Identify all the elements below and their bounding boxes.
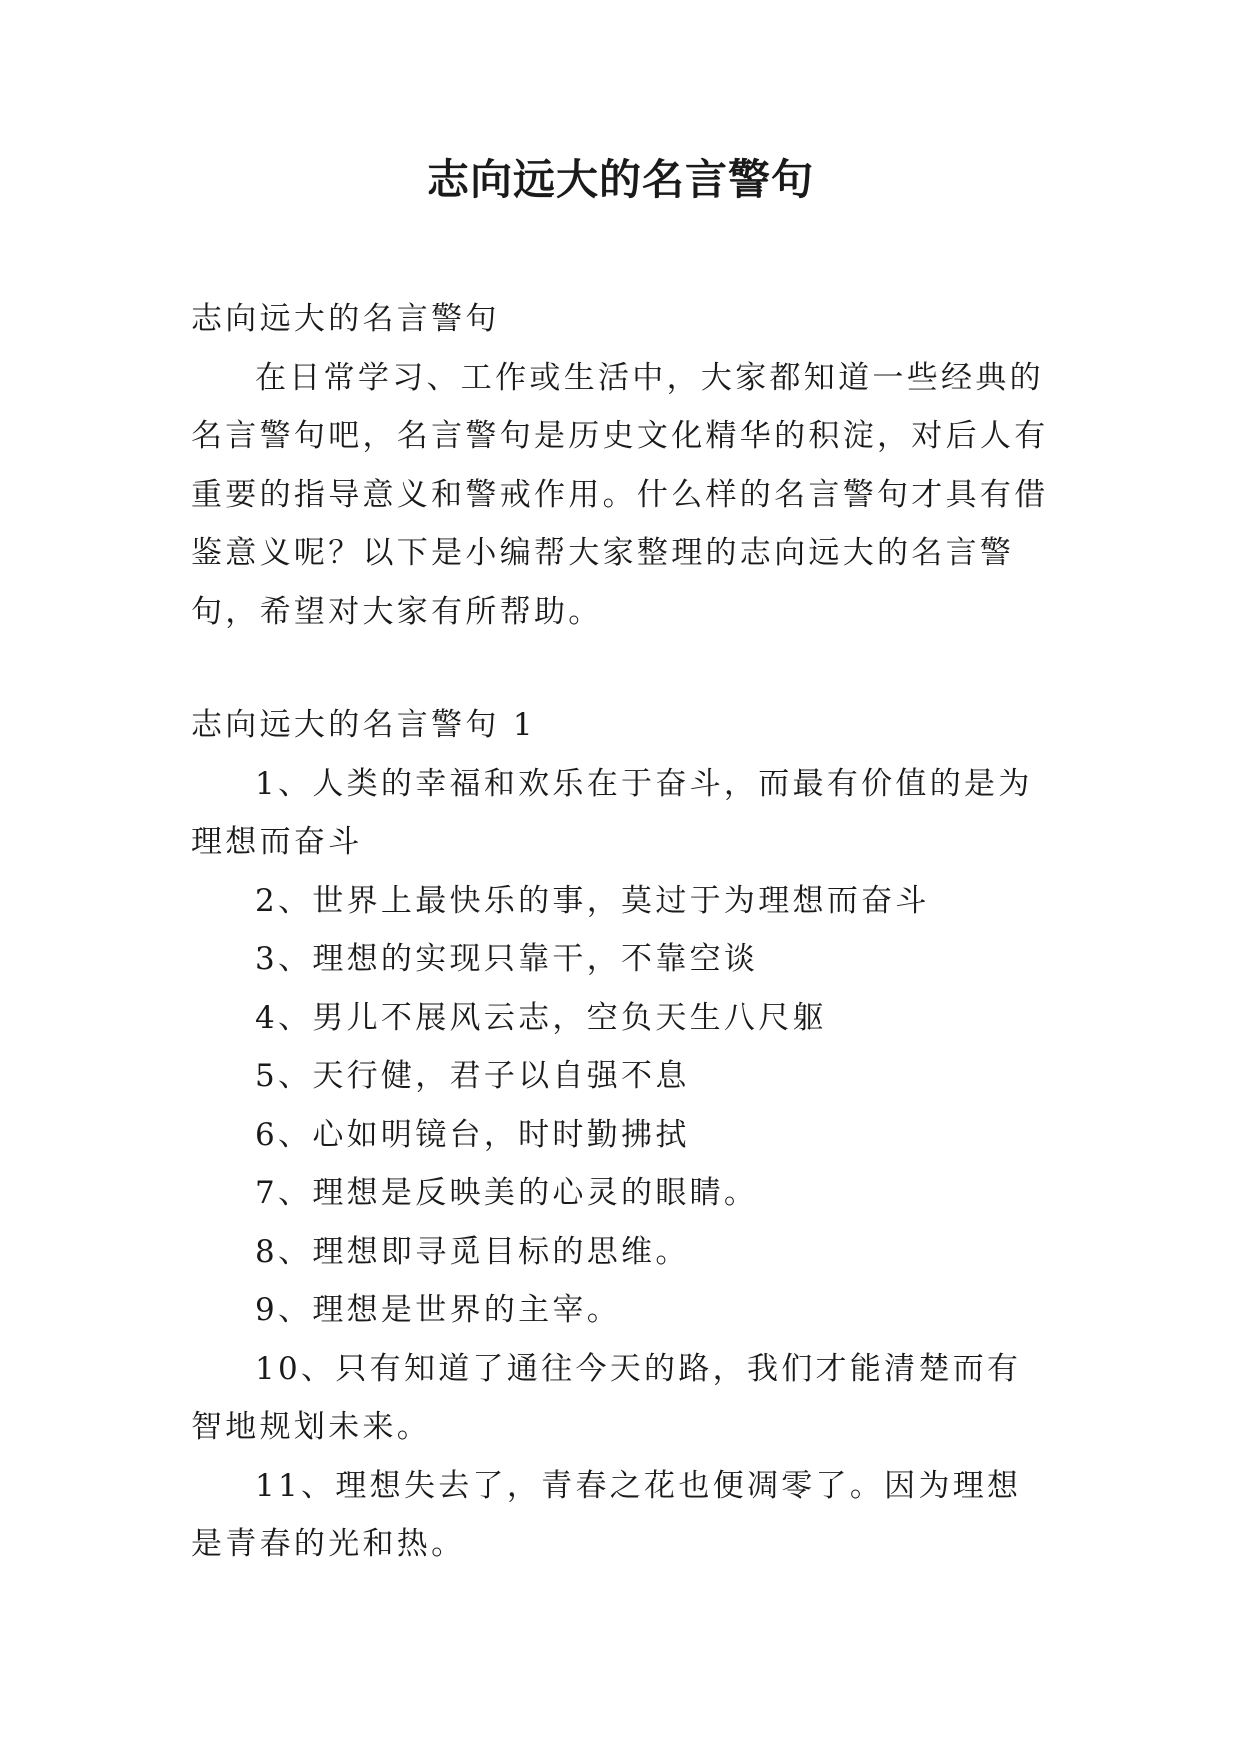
intro-paragraph: 在日常学习、工作或生活中，大家都知道一些经典的名言警句吧，名言警句是历史文化精华的积淀，对后人有重要的指导意义和警戒作用。什么样的名言警句才具有借鉴意义呢？以下是小编帮大家整理的志向远大的名言警句，希望对大家有所帮助。: [191, 359, 1049, 630]
quote-item: 1、人类的幸福和欢乐在于奋斗，而最有价值的是为理想而奋斗: [191, 765, 1033, 860]
quote-item: 9、理想是世界的主宰。: [255, 1292, 622, 1328]
quote-item: 3、理想的实现只靠干，不靠空谈: [255, 941, 759, 977]
quote-item: 10、只有知道了通往今天的路，我们才能清楚而有智地规划未来。: [191, 1350, 1022, 1445]
section-heading: 志向远大的名言警句 1: [191, 707, 536, 743]
document-title: 志向远大的名言警句: [426, 155, 814, 204]
quote-item: 7、理想是反映美的心灵的眼睛。: [255, 1175, 759, 1211]
quote-item: 4、男儿不展风云志，空负天生八尺躯: [255, 999, 827, 1036]
quote-item: 11、理想失去了，青春之花也便凋零了。因为理想是青春的光和热。: [191, 1467, 1022, 1562]
quotes-section: [191, 696, 1053, 1574]
quote-item: 2、世界上最快乐的事，莫过于为理想而奋斗: [255, 882, 930, 919]
intro-block: [191, 290, 1053, 641]
subtitle: 志向远大的名言警句: [191, 301, 500, 337]
quote-item: 5、天行健，君子以自强不息: [255, 1058, 690, 1094]
quote-item: 6、心如明镜台，时时勤拂拭: [255, 1116, 690, 1153]
quote-item: 8、理想即寻觅目标的思维。: [255, 1233, 690, 1270]
